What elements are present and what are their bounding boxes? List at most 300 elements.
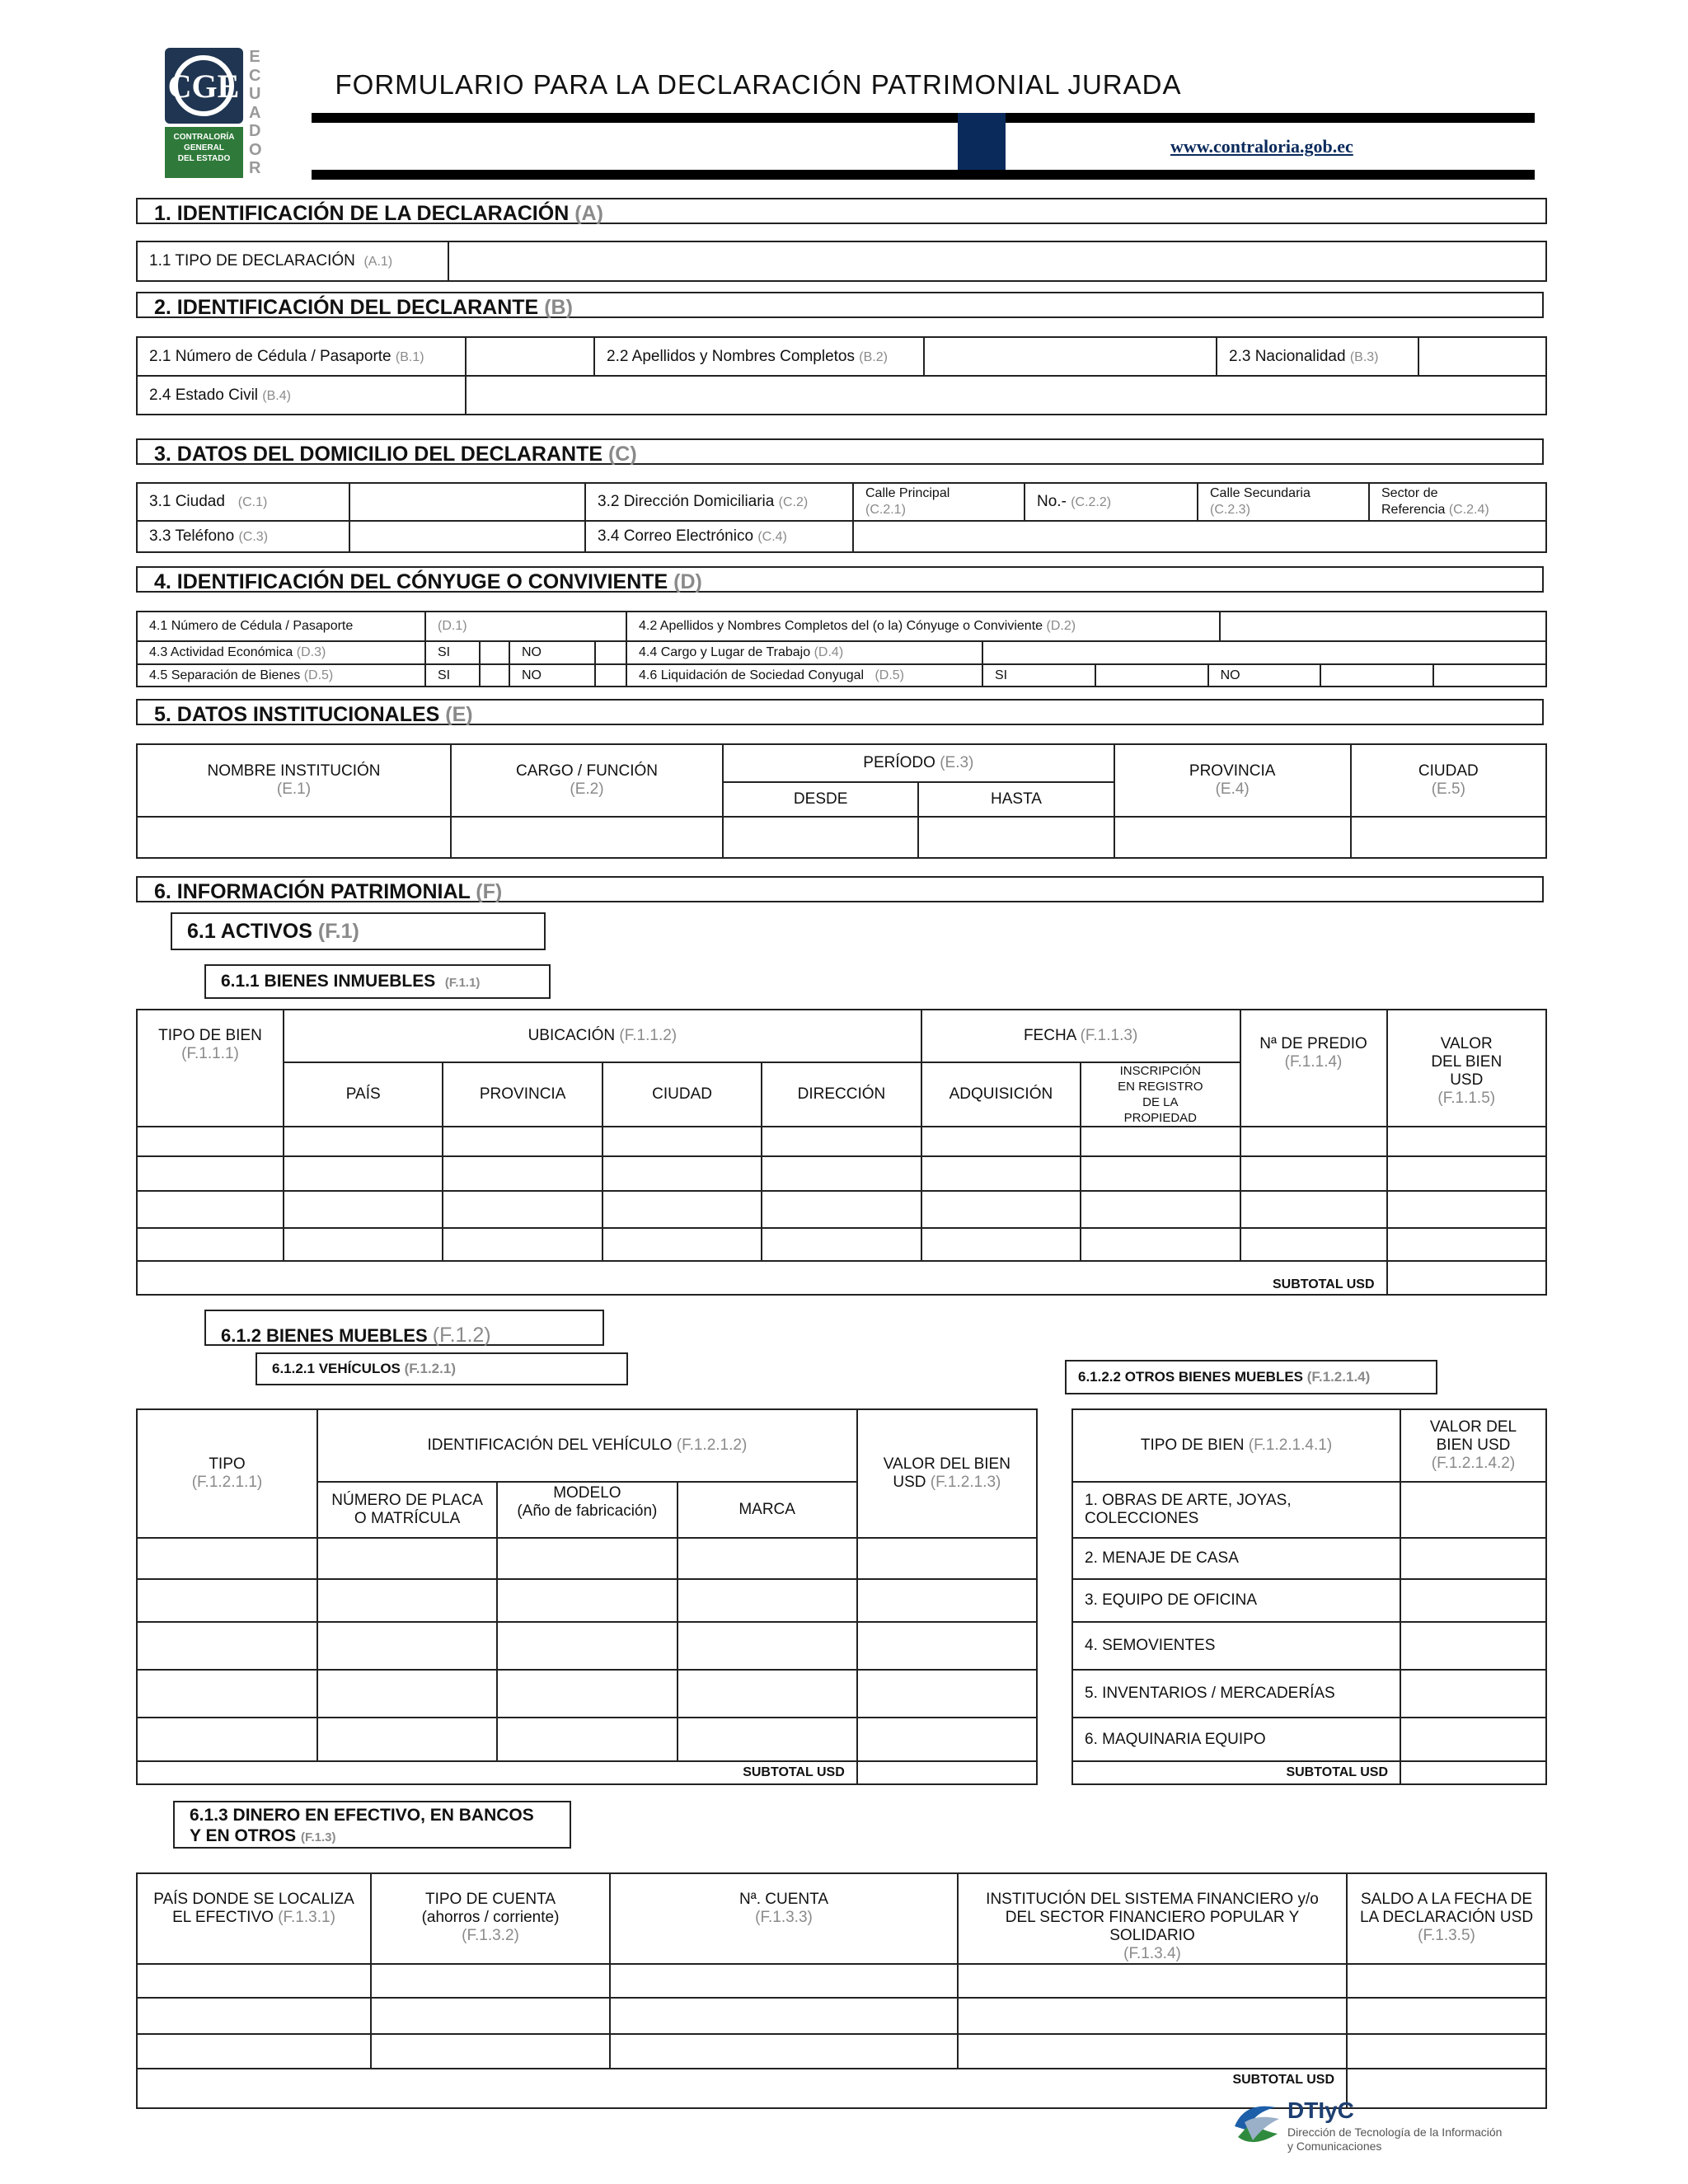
otros-subtotal-field[interactable] bbox=[1400, 1761, 1546, 1784]
inm-cell[interactable] bbox=[1081, 1228, 1240, 1261]
inm-cell[interactable] bbox=[1387, 1127, 1546, 1156]
ciudad-inst-field[interactable] bbox=[1351, 817, 1546, 858]
numero-cell[interactable] bbox=[1025, 483, 1198, 521]
conyuge-nombres-field[interactable] bbox=[1220, 612, 1546, 641]
separacion-no-label bbox=[509, 664, 595, 687]
inm-tipo-header-text: TIPO DE BIEN bbox=[158, 1027, 262, 1044]
inm-cell[interactable] bbox=[603, 1127, 762, 1156]
din-subtotal-label bbox=[137, 2069, 1347, 2108]
otros-item-text-4: 4. SEMOVIENTES bbox=[1085, 1637, 1216, 1654]
nacionalidad-label bbox=[1217, 337, 1418, 376]
inm-ubicacion-header-text: UBICACIÓN bbox=[528, 1027, 616, 1044]
din-pais-header-text-1: PAÍS DONDE SE LOCALIZA bbox=[153, 1891, 354, 1908]
liquidacion-si-checkbox[interactable] bbox=[1095, 664, 1208, 687]
list-item bbox=[1072, 1718, 1546, 1761]
veh-cell[interactable] bbox=[497, 1622, 677, 1670]
section-5-code: (E) bbox=[445, 703, 473, 726]
din-cell[interactable] bbox=[610, 1964, 958, 1998]
tipo-declaracion-code: (A.1) bbox=[363, 255, 393, 269]
otros-item-field[interactable] bbox=[1400, 1718, 1546, 1761]
website-link[interactable]: www.contraloria.gob.ec bbox=[1170, 136, 1353, 157]
din-tipo-header-text-2: (ahorros / corriente) bbox=[421, 1909, 560, 1926]
veh-subtotal-label bbox=[137, 1761, 857, 1784]
inm-cell[interactable] bbox=[603, 1156, 762, 1191]
din-cell[interactable] bbox=[958, 1998, 1347, 2034]
section-6-title bbox=[136, 876, 1544, 902]
inm-cell[interactable] bbox=[1240, 1228, 1387, 1261]
desde-header bbox=[723, 782, 918, 817]
din-cuenta-header bbox=[610, 1873, 958, 1964]
inm-pais-header-text: PAÍS bbox=[345, 1085, 381, 1103]
veh-cell[interactable] bbox=[678, 1670, 857, 1718]
correo-text: 3.4 Correo Electrónico bbox=[598, 527, 754, 545]
veh-cell[interactable] bbox=[678, 1538, 857, 1579]
section-2-code: (B) bbox=[544, 296, 573, 319]
section-4-table-row2 bbox=[136, 640, 1547, 687]
veh-tipo-header-code: (F.1.2.1.1) bbox=[191, 1474, 263, 1491]
inmuebles-title bbox=[204, 964, 551, 999]
section-2-title-text: 2. IDENTIFICACIÓN DEL DECLARANTE bbox=[154, 296, 539, 319]
inmuebles-code: (F.1.1) bbox=[444, 976, 481, 990]
veh-cell[interactable] bbox=[137, 1579, 317, 1622]
calle-principal-cell[interactable] bbox=[853, 483, 1025, 521]
hasta-header bbox=[918, 782, 1114, 817]
numero-text: No.- bbox=[1037, 493, 1067, 510]
veh-valor-header-text-2: USD bbox=[893, 1474, 926, 1491]
correo-label bbox=[585, 521, 853, 552]
otros-item-label bbox=[1072, 1538, 1400, 1579]
actividad-no-checkbox[interactable] bbox=[595, 641, 626, 664]
liquidacion-no-text: NO bbox=[1220, 668, 1240, 682]
veh-cell[interactable] bbox=[857, 1579, 1037, 1622]
inm-cell[interactable] bbox=[284, 1156, 443, 1191]
veh-placa-header-text-1: NÚMERO DE PLACA bbox=[331, 1492, 483, 1509]
veh-modelo-header bbox=[497, 1482, 677, 1538]
list-item bbox=[1072, 1670, 1546, 1718]
numero-code: (C.2.2) bbox=[1071, 495, 1112, 509]
estado-civil-code: (B.4) bbox=[262, 388, 291, 403]
inm-cell[interactable] bbox=[443, 1156, 602, 1191]
provincia-header-code: (E.4) bbox=[1215, 780, 1250, 798]
calle-secundaria-code: (C.2.3) bbox=[1210, 503, 1250, 517]
liquidacion-si-label bbox=[982, 664, 1095, 687]
cargo-funcion-field[interactable] bbox=[451, 817, 723, 858]
din-cell[interactable] bbox=[1347, 2034, 1546, 2069]
cargo-field[interactable] bbox=[982, 641, 1546, 664]
otros-item-label bbox=[1072, 1482, 1400, 1538]
veh-id-header-code: (F.1.2.1.2) bbox=[676, 1436, 748, 1454]
veh-cell[interactable] bbox=[137, 1718, 317, 1761]
periodo-header bbox=[723, 744, 1114, 782]
otros-item-text-1: 1. OBRAS DE ARTE, JOYAS, COLECCIONES bbox=[1085, 1492, 1292, 1527]
din-cell[interactable] bbox=[137, 2034, 371, 2069]
separacion-label bbox=[137, 664, 425, 687]
separacion-si-text: SI bbox=[438, 668, 451, 682]
otros-item-field[interactable] bbox=[1400, 1670, 1546, 1718]
din-pais-header-text-2: EL EFECTIVO bbox=[172, 1909, 274, 1926]
estado-civil-label bbox=[137, 376, 466, 415]
activos-title-text: 6.1 ACTIVOS bbox=[187, 920, 312, 943]
inm-adquisicion-header-text: ADQUISICIÓN bbox=[949, 1085, 1053, 1103]
table-row bbox=[137, 1622, 1037, 1670]
section-6-title-text: 6. INFORMACIÓN PATRIMONIAL bbox=[154, 880, 471, 903]
hasta-field[interactable] bbox=[918, 817, 1114, 858]
inm-inscripcion-text-3: DE LA bbox=[1142, 1095, 1179, 1109]
din-cuenta-header-text: Nª. CUENTA bbox=[738, 1891, 829, 1908]
separacion-si-label bbox=[425, 664, 480, 687]
conyuge-cedula-label bbox=[137, 612, 425, 641]
sector-referencia-cell[interactable] bbox=[1369, 483, 1546, 521]
inm-subtotal-field[interactable] bbox=[1387, 1261, 1546, 1295]
liquidacion-extra-field[interactable] bbox=[1433, 664, 1546, 687]
ciudad-header bbox=[1351, 744, 1546, 817]
logo-text-1: CONTRALORÍA bbox=[173, 133, 235, 142]
table-row bbox=[137, 1998, 1546, 2034]
cedula-label bbox=[137, 337, 466, 376]
veh-cell[interactable] bbox=[678, 1622, 857, 1670]
inm-cell[interactable] bbox=[443, 1228, 602, 1261]
section-5-title-text: 5. DATOS INSTITUCIONALES bbox=[154, 703, 440, 726]
inm-cell[interactable] bbox=[603, 1228, 762, 1261]
veh-cell[interactable] bbox=[137, 1538, 317, 1579]
din-cell[interactable] bbox=[1347, 1964, 1546, 1998]
cedula-field[interactable] bbox=[466, 337, 594, 376]
veh-cell[interactable] bbox=[317, 1622, 497, 1670]
calle-secundaria-text: Calle Secundaria bbox=[1210, 486, 1311, 500]
inm-cell[interactable] bbox=[1387, 1191, 1546, 1228]
din-cell[interactable] bbox=[137, 1998, 371, 2034]
otros-item-field[interactable] bbox=[1400, 1579, 1546, 1622]
inm-cell[interactable] bbox=[284, 1191, 443, 1228]
table-row bbox=[137, 1191, 1546, 1228]
section-4-title-text: 4. IDENTIFICACIÓN DEL CÓNYUGE O CONVIVIENTE bbox=[154, 570, 668, 593]
veh-cell[interactable] bbox=[317, 1718, 497, 1761]
dinero-title-text-2: Y EN OTROS bbox=[190, 1826, 297, 1845]
provincia-header-text: PROVINCIA bbox=[1189, 762, 1276, 780]
conyuge-nombres-text: 4.2 Apellidos y Nombres Completos del (o la) Cónyuge o Conviviente bbox=[639, 619, 1043, 633]
muebles-code: (F.1.2) bbox=[432, 1324, 491, 1347]
dinero-code: (F.1.3) bbox=[300, 1830, 336, 1844]
inm-adquisicion-header bbox=[921, 1062, 1081, 1127]
table-row bbox=[137, 1964, 1546, 1998]
inm-tipo-header-code: (F.1.1.1) bbox=[181, 1045, 239, 1062]
veh-cell[interactable] bbox=[497, 1538, 677, 1579]
inm-cell[interactable] bbox=[1387, 1228, 1546, 1261]
inm-subtotal-text: SUBTOTAL USD bbox=[1272, 1277, 1375, 1291]
veh-cell[interactable] bbox=[678, 1579, 857, 1622]
provincia-field[interactable] bbox=[1114, 817, 1351, 858]
veh-id-header bbox=[317, 1409, 857, 1482]
din-cell[interactable] bbox=[371, 1998, 610, 2034]
muebles-title bbox=[204, 1310, 604, 1346]
inm-cell[interactable] bbox=[921, 1228, 1081, 1261]
inm-cell[interactable] bbox=[1081, 1156, 1240, 1191]
inm-valor-header-code: (F.1.1.5) bbox=[1437, 1090, 1496, 1107]
inm-provincia-header bbox=[443, 1062, 602, 1127]
otros-item-label bbox=[1072, 1718, 1400, 1761]
institucion-header bbox=[137, 744, 451, 817]
inm-cell[interactable] bbox=[1081, 1191, 1240, 1228]
ciudad-field[interactable] bbox=[349, 483, 585, 521]
table-row bbox=[137, 1228, 1546, 1261]
logo-mark-box bbox=[165, 48, 243, 124]
otros-item-field[interactable] bbox=[1400, 1622, 1546, 1670]
din-saldo-header-code: (F.1.3.5) bbox=[1418, 1927, 1475, 1944]
otros-item-text-2: 2. MENAJE DE CASA bbox=[1085, 1549, 1239, 1567]
otros-muebles-title-text: 6.1.2.2 OTROS BIENES MUEBLES bbox=[1078, 1369, 1304, 1385]
veh-marca-header bbox=[678, 1482, 857, 1538]
tipo-declaracion-field[interactable] bbox=[448, 241, 1546, 281]
table-row bbox=[137, 1156, 1546, 1191]
veh-subtotal-field[interactable] bbox=[857, 1761, 1037, 1784]
inm-cell[interactable] bbox=[1387, 1156, 1546, 1191]
inm-cell[interactable] bbox=[284, 1228, 443, 1261]
otros-item-label bbox=[1072, 1670, 1400, 1718]
nacionalidad-field[interactable] bbox=[1418, 337, 1546, 376]
din-cuenta-header-code: (F.1.3.3) bbox=[755, 1909, 813, 1926]
inm-pais-header bbox=[284, 1062, 443, 1127]
sector-code: (C.2.4) bbox=[1448, 503, 1489, 517]
cedula-text: 2.1 Número de Cédula / Pasaporte bbox=[149, 347, 392, 365]
inm-cell[interactable] bbox=[1240, 1156, 1387, 1191]
vehiculos-title-text: 6.1.2.1 VEHÍCULOS bbox=[272, 1361, 401, 1376]
veh-placa-header bbox=[317, 1482, 497, 1538]
inm-direccion-header bbox=[762, 1062, 921, 1127]
list-item bbox=[1072, 1538, 1546, 1579]
periodo-header-code: (E.3) bbox=[940, 754, 974, 771]
inmuebles-title-text: 6.1.1 BIENES INMUEBLES bbox=[221, 972, 436, 991]
inm-cell[interactable] bbox=[137, 1156, 284, 1191]
inm-valor-header-text-1: VALOR bbox=[1440, 1035, 1493, 1052]
cedula-code: (B.1) bbox=[395, 349, 424, 364]
otros-item-field[interactable] bbox=[1400, 1482, 1546, 1538]
otros-subtotal-label bbox=[1072, 1761, 1400, 1784]
table-row bbox=[137, 1127, 1546, 1156]
header-rule-top bbox=[312, 113, 1535, 123]
referencia-text: Referencia bbox=[1381, 503, 1446, 517]
cargo-funcion-header-code: (E.2) bbox=[570, 780, 604, 798]
otros-subtotal-text: SUBTOTAL USD bbox=[1286, 1765, 1388, 1779]
conyuge-nombres-code: (D.2) bbox=[1046, 619, 1076, 633]
veh-cell[interactable] bbox=[678, 1718, 857, 1761]
direccion-text: 3.2 Dirección Domiciliaria bbox=[598, 493, 775, 510]
ciudad-code: (C.1) bbox=[237, 495, 268, 509]
telefono-label bbox=[137, 521, 349, 552]
separacion-code: (D.5) bbox=[303, 668, 334, 682]
inm-cell[interactable] bbox=[137, 1228, 284, 1261]
otros-valor-header bbox=[1400, 1409, 1546, 1482]
actividad-text: 4.3 Actividad Económica bbox=[149, 645, 293, 659]
inm-cell[interactable] bbox=[284, 1127, 443, 1156]
veh-tipo-header-text: TIPO bbox=[209, 1455, 246, 1473]
din-pais-header bbox=[137, 1873, 371, 1964]
din-saldo-header-text-2: LA DECLARACIÓN USD bbox=[1359, 1909, 1534, 1926]
inm-cell[interactable] bbox=[1240, 1127, 1387, 1156]
section-1-code: (A) bbox=[574, 202, 603, 225]
calle-secundaria-cell[interactable] bbox=[1198, 483, 1369, 521]
inm-cell[interactable] bbox=[762, 1228, 921, 1261]
section-3-title-text: 3. DATOS DEL DOMICILIO DEL DECLARANTE bbox=[154, 443, 603, 466]
actividad-code: (D.3) bbox=[296, 645, 326, 659]
din-cell[interactable] bbox=[137, 1964, 371, 1998]
veh-cell[interactable] bbox=[857, 1538, 1037, 1579]
din-cell[interactable] bbox=[610, 1998, 958, 2034]
din-cell[interactable] bbox=[371, 2034, 610, 2069]
periodo-header-text: PERÍODO bbox=[863, 754, 935, 771]
inm-cell[interactable] bbox=[921, 1156, 1081, 1191]
ciudad-header-code: (E.5) bbox=[1431, 780, 1465, 798]
section-4-title bbox=[136, 566, 1544, 593]
veh-valor-header-text-1: VALOR DEL BIEN bbox=[883, 1455, 1010, 1473]
institucion-field[interactable] bbox=[137, 817, 451, 858]
section-1-table bbox=[136, 241, 1547, 282]
nacionalidad-code: (B.3) bbox=[1349, 349, 1379, 364]
conyuge-cedula-field[interactable] bbox=[425, 612, 626, 641]
actividad-si-checkbox[interactable] bbox=[480, 641, 509, 664]
inmuebles-table bbox=[136, 1009, 1547, 1296]
table-row bbox=[137, 2034, 1546, 2069]
veh-cell[interactable] bbox=[497, 1579, 677, 1622]
nacionalidad-text: 2.3 Nacionalidad bbox=[1229, 347, 1346, 365]
apellidos-field[interactable] bbox=[924, 337, 1217, 376]
direccion-label bbox=[585, 483, 853, 521]
list-item bbox=[1072, 1579, 1546, 1622]
inm-provincia-header-text: PROVINCIA bbox=[479, 1085, 566, 1103]
vehiculos-code: (F.1.2.1) bbox=[404, 1361, 456, 1376]
otros-item-text-6: 6. MAQUINARIA EQUIPO bbox=[1085, 1730, 1266, 1748]
veh-tipo-header bbox=[137, 1409, 317, 1538]
desde-header-text: DESDE bbox=[793, 790, 848, 808]
inm-fecha-header bbox=[921, 1010, 1240, 1062]
inm-cell[interactable] bbox=[921, 1127, 1081, 1156]
dtiyc-line-1: Dirección de Tecnología de la Información bbox=[1287, 2125, 1503, 2139]
liquidacion-no-checkbox[interactable] bbox=[1320, 664, 1433, 687]
inm-cell[interactable] bbox=[921, 1191, 1081, 1228]
direccion-code: (C.2) bbox=[778, 495, 809, 509]
veh-cell[interactable] bbox=[317, 1579, 497, 1622]
vehiculos-title bbox=[256, 1352, 628, 1385]
inm-direccion-header-text: DIRECCIÓN bbox=[797, 1085, 886, 1103]
telefono-field[interactable] bbox=[349, 521, 585, 552]
list-item bbox=[1072, 1482, 1546, 1538]
din-cell[interactable] bbox=[1347, 1998, 1546, 2034]
din-saldo-header bbox=[1347, 1873, 1546, 1964]
inm-cell[interactable] bbox=[1081, 1127, 1240, 1156]
table-row bbox=[137, 1579, 1037, 1622]
activos-title bbox=[171, 912, 546, 950]
provincia-header bbox=[1114, 744, 1351, 817]
inm-valor-header bbox=[1387, 1010, 1546, 1127]
inm-fecha-header-code: (F.1.1.3) bbox=[1080, 1027, 1138, 1044]
conyuge-nombres-label bbox=[626, 612, 1220, 641]
dtiyc-logo bbox=[1228, 2097, 1541, 2155]
correo-field[interactable] bbox=[853, 521, 1546, 552]
inm-cell[interactable] bbox=[762, 1127, 921, 1156]
otros-tipo-header-text: TIPO DE BIEN bbox=[1140, 1436, 1245, 1454]
din-subtotal-text: SUBTOTAL USD bbox=[1232, 2073, 1334, 2087]
otros-valor-header-text-2: BIEN USD bbox=[1436, 1436, 1511, 1454]
calle-principal-code: (C.2.1) bbox=[865, 503, 906, 517]
apellidos-text: 2.2 Apellidos y Nombres Completos bbox=[607, 347, 855, 365]
inm-tipo-header bbox=[137, 1010, 284, 1127]
logo-text-2: GENERAL bbox=[184, 143, 224, 152]
inm-fecha-header-text: FECHA bbox=[1023, 1027, 1076, 1044]
veh-cell[interactable] bbox=[137, 1670, 317, 1718]
din-cell[interactable] bbox=[958, 2034, 1347, 2069]
inm-cell[interactable] bbox=[762, 1191, 921, 1228]
veh-subtotal-text: SUBTOTAL USD bbox=[743, 1765, 845, 1779]
desde-field[interactable] bbox=[723, 817, 918, 858]
veh-modelo-header-text-2: (Año de fabricación) bbox=[517, 1502, 658, 1520]
din-institucion-header bbox=[958, 1873, 1347, 1964]
estado-civil-field[interactable] bbox=[466, 376, 1546, 415]
liquidacion-si-text: SI bbox=[995, 668, 1008, 682]
activos-code: (F.1) bbox=[317, 920, 359, 943]
dinero-table bbox=[136, 1872, 1547, 2109]
veh-cell[interactable] bbox=[137, 1622, 317, 1670]
din-cell[interactable] bbox=[610, 2034, 958, 2069]
veh-cell[interactable] bbox=[317, 1670, 497, 1718]
cge-seal-icon bbox=[165, 48, 243, 124]
inm-cell[interactable] bbox=[137, 1127, 284, 1156]
veh-id-header-text: IDENTIFICACIÓN DEL VEHÍCULO bbox=[427, 1436, 673, 1454]
sector-text: Sector de bbox=[1381, 486, 1438, 500]
inm-cell[interactable] bbox=[443, 1127, 602, 1156]
vehiculos-table bbox=[136, 1408, 1038, 1785]
veh-cell[interactable] bbox=[857, 1670, 1037, 1718]
veh-cell[interactable] bbox=[857, 1718, 1037, 1761]
separacion-no-checkbox[interactable] bbox=[595, 664, 626, 687]
logo-text-box bbox=[165, 127, 243, 178]
veh-cell[interactable] bbox=[497, 1718, 677, 1761]
otros-item-field[interactable] bbox=[1400, 1538, 1546, 1579]
din-tipo-header-text-1: TIPO DE CUENTA bbox=[425, 1891, 556, 1908]
section-3-table bbox=[136, 482, 1547, 553]
separacion-si-checkbox[interactable] bbox=[480, 664, 509, 687]
inm-cell[interactable] bbox=[1240, 1191, 1387, 1228]
logo-vertical-text: ECUADOR bbox=[249, 48, 262, 177]
din-cell[interactable] bbox=[371, 1964, 610, 1998]
din-institucion-header-code: (F.1.3.4) bbox=[1123, 1945, 1181, 1962]
din-cell[interactable] bbox=[958, 1964, 1347, 1998]
inm-cell[interactable] bbox=[137, 1191, 284, 1228]
inm-cell[interactable] bbox=[603, 1191, 762, 1228]
inm-ubicacion-header bbox=[284, 1010, 921, 1062]
inm-cell[interactable] bbox=[443, 1191, 602, 1228]
section-3-title bbox=[136, 438, 1544, 465]
veh-cell[interactable] bbox=[857, 1622, 1037, 1670]
section-1-title-text: 1. IDENTIFICACIÓN DE LA DECLARACIÓN bbox=[154, 202, 570, 225]
veh-cell[interactable] bbox=[497, 1670, 677, 1718]
table-row bbox=[137, 1538, 1037, 1579]
conyuge-cedula-code: (D.1) bbox=[438, 619, 467, 633]
otros-valor-header-code: (F.1.2.1.4.2) bbox=[1431, 1455, 1516, 1472]
liquidacion-code: (D.5) bbox=[874, 668, 904, 682]
inm-valor-header-text-3: USD bbox=[1450, 1071, 1484, 1089]
din-pais-header-code: (F.1.3.1) bbox=[278, 1909, 335, 1926]
veh-modelo-header-text-1: MODELO bbox=[553, 1484, 621, 1502]
muebles-title-text: 6.1.2 BIENES MUEBLES bbox=[221, 1325, 428, 1346]
section-2-title bbox=[136, 292, 1544, 318]
din-institucion-header-text-3: SOLIDARIO bbox=[1109, 1927, 1195, 1944]
section-5-title bbox=[136, 699, 1544, 725]
cargo-code: (D.4) bbox=[814, 645, 844, 659]
veh-cell[interactable] bbox=[317, 1538, 497, 1579]
tipo-declaracion-text: 1.1 TIPO DE DECLARACIÓN bbox=[149, 252, 355, 269]
inm-cell[interactable] bbox=[762, 1156, 921, 1191]
dtiyc-swirl-icon bbox=[1228, 2097, 1286, 2155]
liquidacion-label bbox=[626, 664, 982, 687]
